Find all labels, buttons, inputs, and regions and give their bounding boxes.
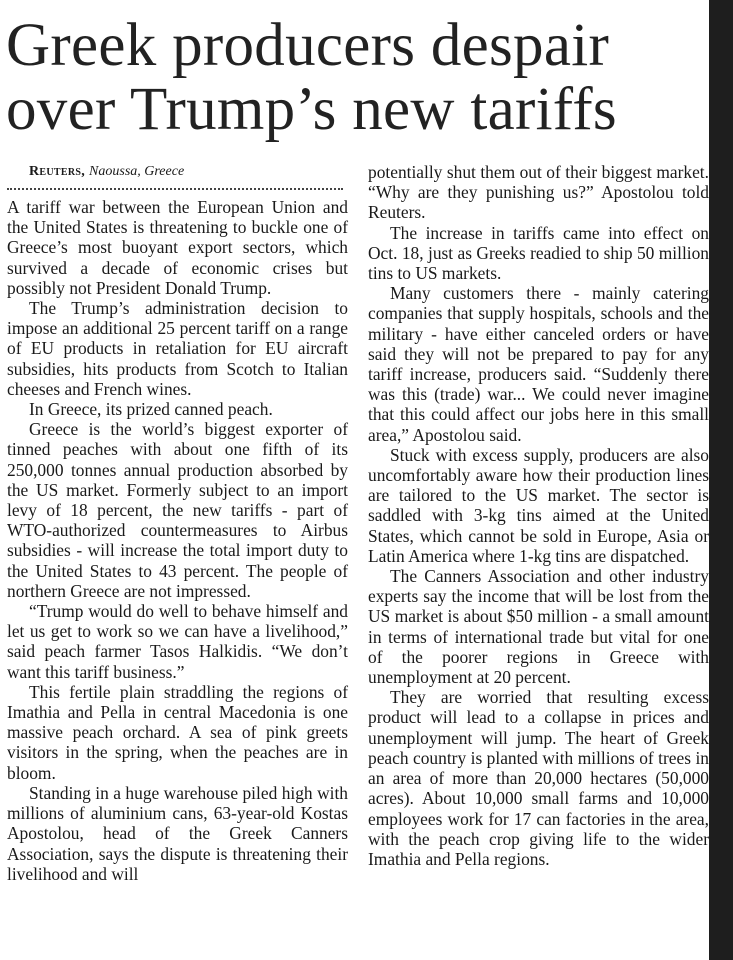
paragraph: This fertile plain straddling the regions of Imathia and Pella in central Macedonia is one massive peach orchard. A sea of pink greets visitors in the spring, when the peaches are in bloom. [7,681,348,783]
paragraph: The Canners Association and other industry experts say the income that will be lost from the US market is about $50 million - a small amount in terms of international trade but vital for one of the poorer regions in Greece with unemployment at 20 percent. [368,566,709,688]
paragraph: Greece is the world’s biggest exporter of tinned peaches with about one fifth of its 250,000 tonnes annual production absorbed by the US market. Formerly subject to an import levy of 18 percent, the new tariffs - part of WTO-authorized countermeasures to Airbus subsidies - will increase the total import duty to the United States to 43 percent. The people of northern Greece are not impressed. [7,419,348,601]
article-column-right [368,162,709,869]
paragraph: They are worried that resulting excess product will lead to a collapse in prices and unemployment will jump. The heart of Greek peach country is planted with millions of trees in an area of more than 20,000 hectares (50,000 acres). About 10,000 small farms and 10,000 employees work for 17 can factories in the area, with the peach crop giving life to the wider Imathia and Pella regions. [368,687,709,869]
headline: Greek producers despair over Trump’s new tariffs [6,12,617,143]
paragraph: In Greece, its prized canned peach. [29,399,273,420]
paragraph: “Trump would do well to behave himself and let us get to work so we can have a livelihood,” said peach farmer Tasos Halkidis. “We don’t want this tariff business.” [7,601,348,682]
paragraph: Standing in a huge warehouse piled high with millions of aluminium cans, 63-year-old Kostas Apostolou, head of the Greek Canners Association, says the dispute is threatening their livelihood and will [7,782,348,884]
byline-agency: Reuters, [29,164,86,179]
byline-place: Naoussa, Greece [89,164,185,179]
page-edge-shadow [709,0,733,960]
paragraph: potentially shut them out of their biggest market. “Why are they punishing us?” Apostolou told Reuters. [368,162,709,223]
paragraph: A tariff war between the European Union and the United States is threatening to buckle one of Greece’s most buoyant export sectors, which survived a decade of economic crises but possibly not President Donald Trump. [7,197,348,298]
byline [7,162,348,182]
article-column-left [7,162,348,884]
paragraph: The increase in tariffs came into effect on Oct. 18, just as Greeks readied to ship 50 million tins to US markets. [368,222,709,284]
paragraph: The Trump’s administration decision to impose an additional 25 percent tariff on a range of EU products in retaliation for EU aircraft subsidies, hits products from Scotch to Italian cheeses and French wines. [7,298,348,399]
paragraph: Many customers there - mainly catering companies that supply hospitals, schools and the military - have either canceled orders or have said they will not be prepared to pay for any tariff increase, producers said. “Suddenly there was this (trade) war... We could never imagine that this could affect our jobs here in this small area,” Apostolou said. [368,283,709,445]
dotted-divider [7,188,343,190]
paragraph: Stuck with excess supply, producers are also uncomfortably aware how their production lines are tailored to the US market. The sector is saddled with 3-kg tins aimed at the United States, which cannot be sold in Europe, Asia or Latin America where 1-kg tins are dispatched. [368,444,709,566]
